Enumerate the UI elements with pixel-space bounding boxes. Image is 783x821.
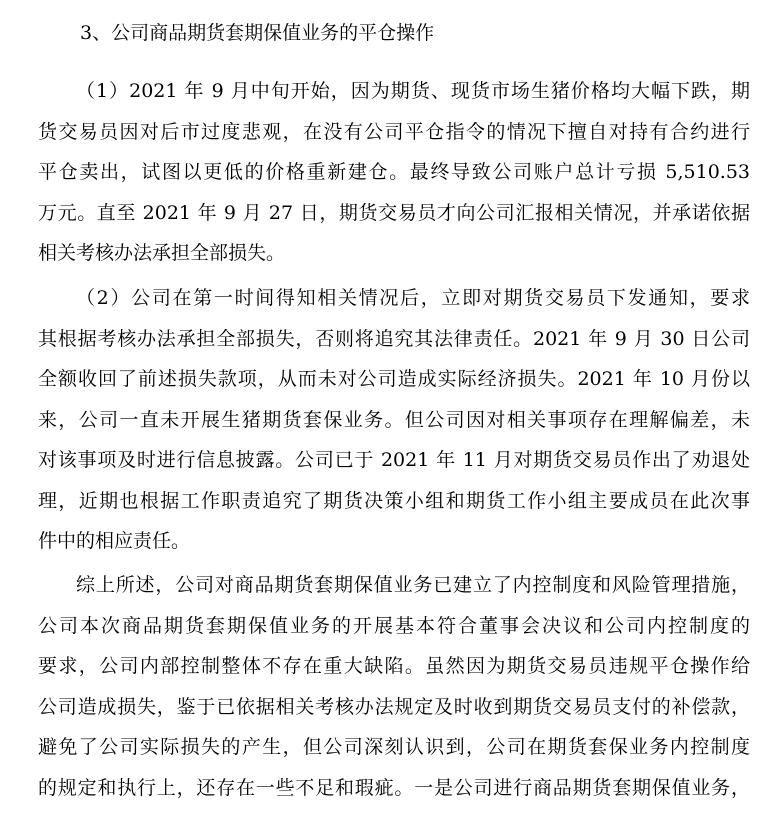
text-line: 对该事项及时进行信息披露。公司已于 2021 年 11 月对期货交易员作出了劝退处 [38,449,750,471]
text-line: 平仓卖出，试图以更低的价格重新建仓。最终导致公司账户总计亏损 5,510.53 [38,161,750,183]
text-line: 公司造成损失，鉴于已依据相关考核办法规定及时收到期货交易员支付的补偿款， [38,695,750,718]
text-line: 要求，公司内部控制整体不存在重大缺陷。虽然因为期货交易员违规平仓操作给 [38,655,750,677]
paragraph-1 [38,71,750,274]
text-line: 货交易员因对后市过度悲观，在没有公司平仓指令的情况下擅自对持有合约进行 [38,120,750,143]
text-line: 的规定和执行上，还存在一些不足和瑕疵。一是公司进行商品期货套期保值业务， [38,776,750,799]
text-line: 相关考核办法承担全部损失。 [38,242,286,264]
text-line: 综上所述，公司对商品期货套期保值业务已建立了内控制度和风险管理措施， [76,574,750,596]
paragraph-3 [38,565,750,808]
paragraph-2 [38,278,750,562]
text-line: 公司本次商品期货套期保值业务的开展基本符合董事会决议和公司内控制度的 [38,614,750,637]
text-line: 来，公司一直未开展生猪期货套保业务。但公司因对相关事项存在理解偏差，未 [38,408,750,431]
section-heading: 3、公司商品期货套期保值业务的平仓操作 [80,22,435,44]
text-line: （2）公司在第一时间得知相关情况后，立即对期货交易员下发通知，要求 [76,287,750,309]
text-line: 理，近期也根据工作职责追究了期货决策小组和期货工作小组主要成员在此次事 [38,489,750,512]
text-line: 件中的相应责任。 [38,530,191,552]
text-line: 避免了公司实际损失的产生，但公司深刻认识到，公司在期货套保业务内控制度 [38,736,750,758]
text-line: 万元。直至 2021 年 9 月 27 日，期货交易员才向公司汇报相关情况，并承诺依据 [38,201,750,224]
text-line: 其根据考核办法承担全部损失，否则将追究其法律责任。2021 年 9 月 30 日公司 [38,327,750,350]
text-line: 全额收回了前述损失款项，从而未对公司造成实际经济损失。2021 年 10 月份以 [38,368,750,390]
text-line: （1）2021 年 9 月中旬开始，因为期货、现货市场生猪价格均大幅下跌，期 [76,80,750,102]
